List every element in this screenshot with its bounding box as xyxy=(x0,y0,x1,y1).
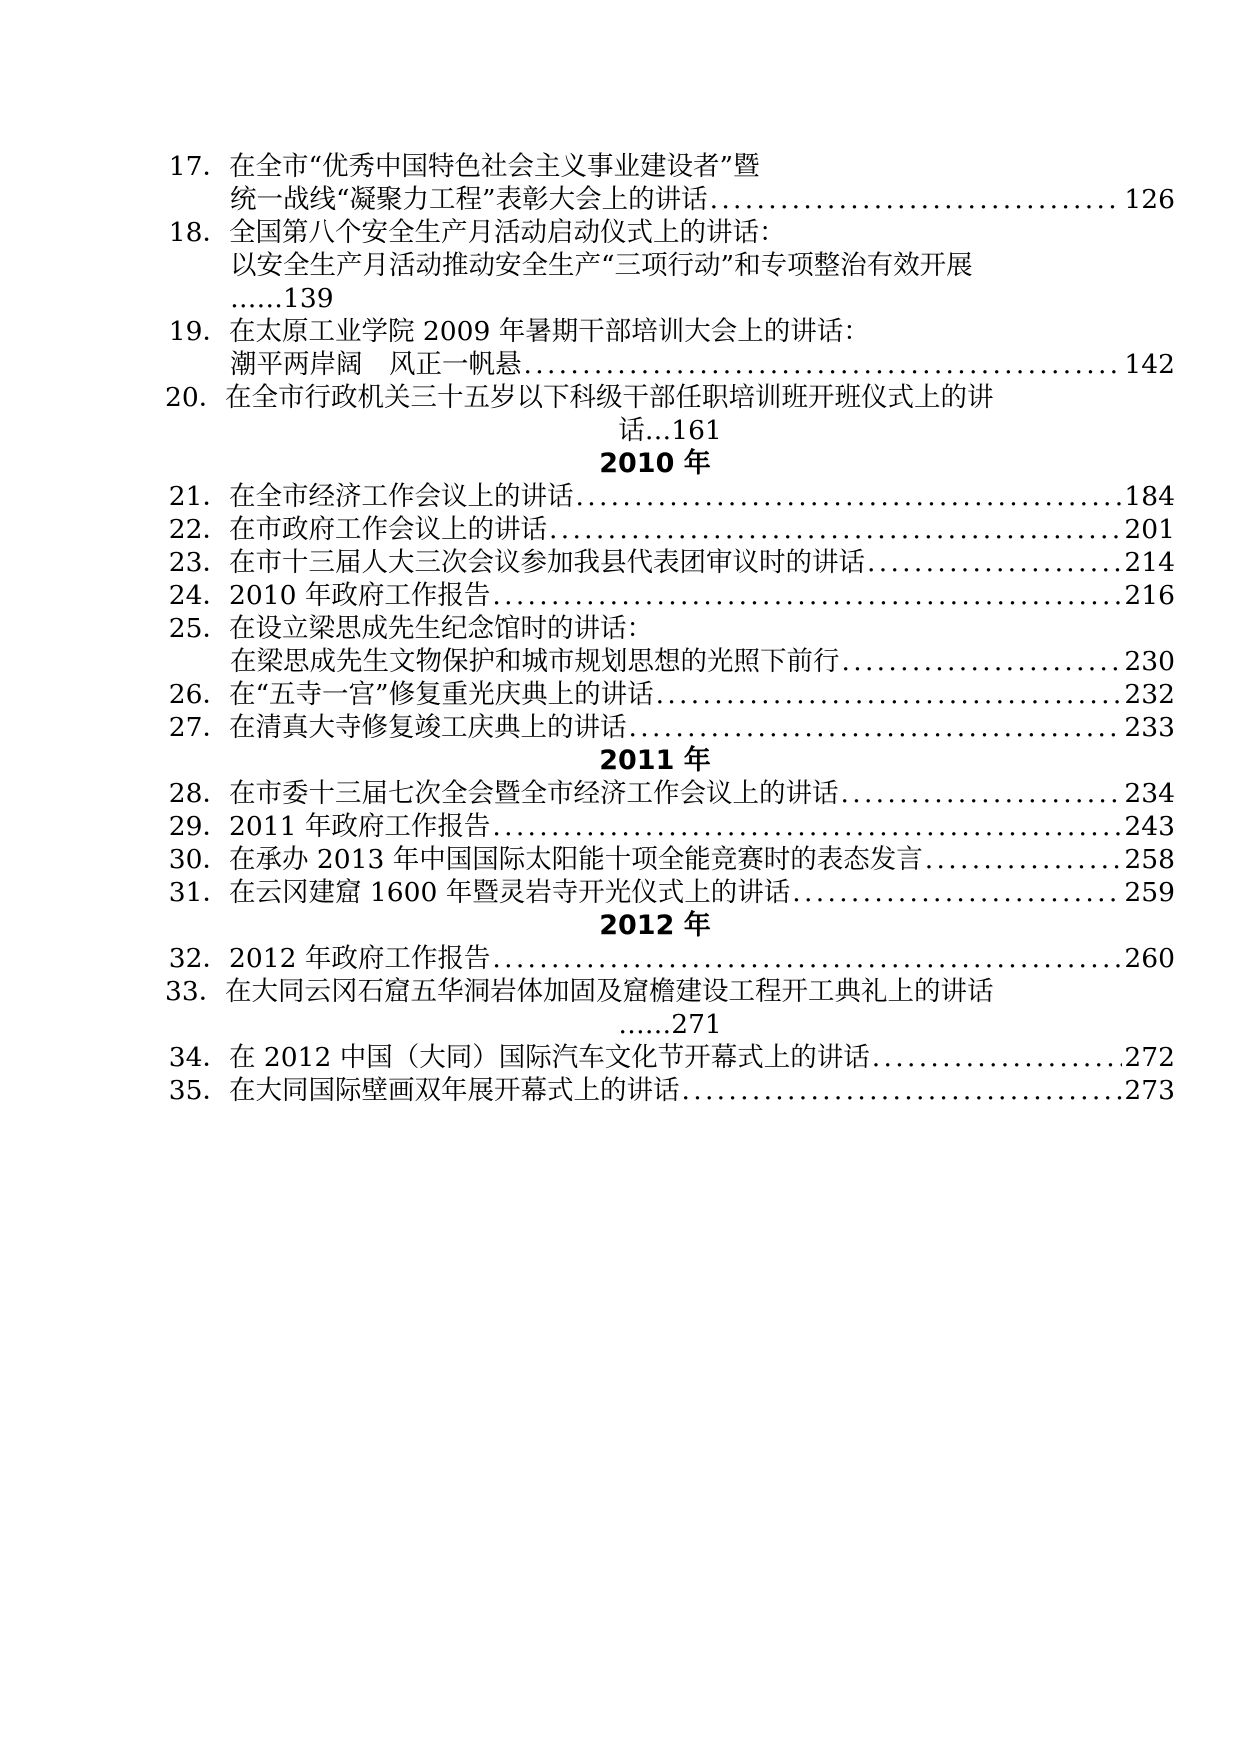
entry-title-cont: 潮平两岸阔 风正一帆悬 xyxy=(230,349,522,380)
dot-leader xyxy=(872,1041,1123,1074)
entry-page-number: 272 xyxy=(1124,1042,1175,1073)
toc-entry-33-cont[interactable] xyxy=(165,1008,1175,1041)
toc-entry-23[interactable] xyxy=(165,546,1175,579)
toc-entry-17-cont[interactable] xyxy=(165,183,1175,216)
entry-number: 23． xyxy=(168,547,229,578)
entry-number: 24． xyxy=(168,580,229,611)
year-heading-2011: 2011 年 xyxy=(599,745,711,776)
dot-leader xyxy=(524,348,1123,381)
dot-leader xyxy=(792,876,1122,909)
toc-entry-26[interactable] xyxy=(165,678,1175,711)
entry-page-number: 234 xyxy=(1124,778,1175,809)
entry-page-number: 230 xyxy=(1124,646,1175,677)
entry-page-number: 184 xyxy=(1124,481,1175,512)
toc-entry-29[interactable] xyxy=(165,810,1175,843)
entry-title: 在市委十三届七次全会暨全市经济工作会议上的讲话 xyxy=(229,778,839,809)
toc-entry-27[interactable] xyxy=(165,711,1175,744)
entry-page-number: 142 xyxy=(1124,349,1175,380)
entry-number: 22． xyxy=(168,514,229,545)
dot-leader xyxy=(549,513,1122,546)
entry-title: 在市政府工作会议上的讲话 xyxy=(229,514,547,545)
toc-entry-24[interactable] xyxy=(165,579,1175,612)
entry-title: 在“五寺一宫”修复重光庆典上的讲话 xyxy=(229,679,654,710)
dot-leader xyxy=(841,777,1123,810)
toc-entry-30[interactable] xyxy=(165,843,1175,876)
entry-number: 20． xyxy=(165,382,226,413)
dot-leader xyxy=(925,843,1123,876)
entry-page-number: 260 xyxy=(1124,943,1175,974)
entry-title: 在市十三届人大三次会议参加我县代表团审议时的讲话 xyxy=(229,547,865,578)
entry-page-tail: ……271 xyxy=(618,1009,722,1040)
entry-number: 35． xyxy=(168,1075,229,1106)
toc-entry-34[interactable] xyxy=(165,1041,1175,1074)
toc-entry-21[interactable] xyxy=(165,480,1175,513)
entry-number: 19． xyxy=(168,316,229,347)
toc-entry-32[interactable] xyxy=(165,942,1175,975)
entry-number: 29． xyxy=(168,811,229,842)
dot-leader xyxy=(682,1074,1123,1107)
entry-page-number: 258 xyxy=(1124,844,1175,875)
entry-page-number: 259 xyxy=(1124,877,1175,908)
entry-page-number: 214 xyxy=(1124,547,1175,578)
entry-page-number: 201 xyxy=(1124,514,1175,545)
entry-title-cont: 以安全生产月活动推动安全生产“三项行动”和专项整治有效开展 xyxy=(230,250,973,281)
entry-number: 26． xyxy=(168,679,229,710)
entry-title-cont: 统一战线“凝聚力工程”表彰大会上的讲话 xyxy=(230,184,708,215)
toc-entry-31[interactable] xyxy=(165,876,1175,909)
entry-title: 全国第八个安全生产月活动启动仪式上的讲话： xyxy=(229,217,786,248)
entry-page-number: 126 xyxy=(1124,184,1175,215)
entry-number: 32． xyxy=(168,943,229,974)
entry-number: 18． xyxy=(168,217,229,248)
toc-entry-17[interactable] xyxy=(165,150,1175,183)
entry-title: 在太原工业学院 2009 年暑期干部培训大会上的讲话： xyxy=(229,316,870,347)
toc-entry-35[interactable] xyxy=(165,1074,1175,1107)
entry-title: 在大同云冈石窟五华洞岩体加固及窟檐建设工程开工典礼上的讲话 xyxy=(225,976,994,1007)
toc-entry-18[interactable] xyxy=(165,216,1175,249)
dot-leader xyxy=(629,711,1123,744)
toc-entry-22[interactable] xyxy=(165,513,1175,546)
entry-page-number: 243 xyxy=(1124,811,1175,842)
entry-title: 在承办 2013 年中国国际太阳能十项全能竞赛时的表态发言 xyxy=(229,844,923,875)
toc-entry-18-page[interactable] xyxy=(165,282,1175,315)
entry-title-cont: 话…161 xyxy=(618,415,722,446)
entry-title: 在清真大寺修复竣工庆典上的讲话 xyxy=(229,712,627,743)
entry-number: 31． xyxy=(168,877,229,908)
dot-leader xyxy=(576,480,1123,513)
toc-entry-20-cont[interactable] xyxy=(165,414,1175,447)
entry-title: 在大同国际壁画双年展开幕式上的讲话 xyxy=(229,1075,680,1106)
entry-title-cont: 在梁思成先生文物保护和城市规划思想的光照下前行 xyxy=(230,646,840,677)
year-heading-2010: 2010 年 xyxy=(599,448,711,479)
entry-title: 在全市行政机关三十五岁以下科级干部任职培训班开班仪式上的讲 xyxy=(225,382,994,413)
entry-title: 2012 年政府工作报告 xyxy=(229,943,491,974)
entry-title: 2011 年政府工作报告 xyxy=(229,811,491,842)
dot-leader xyxy=(492,942,1122,975)
dot-leader xyxy=(492,810,1122,843)
dot-leader xyxy=(842,645,1123,678)
dot-leader xyxy=(656,678,1123,711)
toc-entry-20[interactable] xyxy=(165,381,1175,414)
entry-page-number: 232 xyxy=(1124,679,1175,710)
entry-title: 在设立梁思成先生纪念馆时的讲话： xyxy=(229,613,653,644)
entry-title: 2010 年政府工作报告 xyxy=(229,580,491,611)
entry-number: 25． xyxy=(168,613,229,644)
entry-page-number: 273 xyxy=(1124,1075,1175,1106)
entry-title: 在全市经济工作会议上的讲话 xyxy=(229,481,574,512)
entry-page-number: 216 xyxy=(1124,580,1175,611)
toc-entry-25[interactable] xyxy=(165,612,1175,645)
dot-leader xyxy=(492,579,1122,612)
toc-entry-25-cont[interactable] xyxy=(165,645,1175,678)
entry-page-tail: ……139 xyxy=(230,283,334,314)
entry-number: 21． xyxy=(168,481,229,512)
toc-entry-18-cont[interactable] xyxy=(165,249,1175,282)
dot-leader xyxy=(710,183,1123,216)
table-of-contents xyxy=(165,150,1175,1107)
entry-number: 27． xyxy=(168,712,229,743)
toc-entry-19[interactable] xyxy=(165,315,1175,348)
entry-title: 在全市“优秀中国特色社会主义事业建设者”暨 xyxy=(229,151,760,182)
dot-leader xyxy=(867,546,1122,579)
entry-number: 17． xyxy=(168,151,229,182)
entry-title: 在云冈建窟 1600 年暨灵岩寺开光仪式上的讲话 xyxy=(229,877,791,908)
year-heading-2012: 2012 年 xyxy=(599,910,711,941)
entry-number: 28． xyxy=(168,778,229,809)
toc-entry-19-cont[interactable] xyxy=(165,348,1175,381)
entry-number: 30． xyxy=(168,844,229,875)
toc-entry-33[interactable] xyxy=(165,975,1175,1008)
entry-page-number: 233 xyxy=(1124,712,1175,743)
toc-entry-28[interactable] xyxy=(165,777,1175,810)
entry-title: 在 2012 中国（大同）国际汽车文化节开幕式上的讲话 xyxy=(229,1042,870,1073)
entry-number: 34． xyxy=(168,1042,229,1073)
entry-number: 33． xyxy=(165,976,226,1007)
